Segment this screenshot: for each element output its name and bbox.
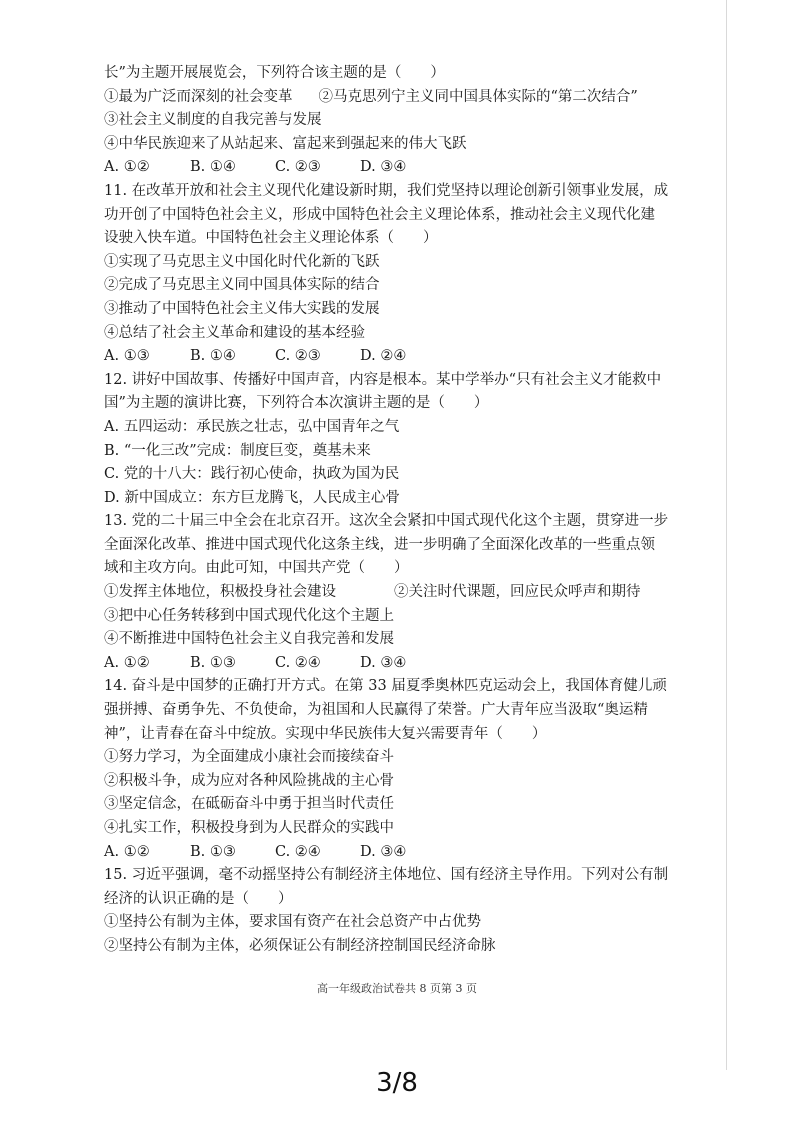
- statement-row: [104, 581, 664, 605]
- question-stem-line: 14. 奋斗是中国梦的正确打开方式。在第 33 届夏季奥林匹克运动会上，我国体育健儿顽: [104, 678, 667, 695]
- question-stem-line: 功开创了中国特色社会主义，形成中国特色社会主义理论体系，推动社会主义现代化建: [104, 206, 655, 223]
- question-stem-line: 全面深化改革、推进中国式现代化这条主线，进一步明确了全面深化改革的一些重点领: [104, 536, 655, 553]
- question-15: [104, 864, 669, 958]
- question-13: [104, 510, 669, 675]
- choice-a[interactable]: A. 五四运动：承民族之壮志，弘中国青年之气: [104, 418, 400, 435]
- statement-1: ①发挥主体地位，积极投身社会建设: [104, 584, 336, 601]
- option-a[interactable]: A. ①②: [104, 159, 150, 176]
- statement-3: ③社会主义制度的自我完善与发展: [104, 112, 322, 129]
- option-b[interactable]: B. ①③: [190, 654, 236, 671]
- page-footer: 高一年级政治试卷共 8 页第 3 页: [317, 982, 477, 995]
- statement-1: ①努力学习，为全面建成小康社会而接续奋斗: [104, 749, 394, 766]
- question-10: [104, 62, 664, 180]
- statement-1: ①实现了马克思主义中国化时代化新的飞跃: [104, 253, 380, 270]
- answer-options: [104, 156, 664, 180]
- statement-2: ②积极斗争，成为应对各种风险挑战的主心骨: [104, 772, 394, 789]
- answer-options: [104, 345, 664, 369]
- answer-options: [104, 652, 664, 676]
- option-c[interactable]: C. ②④: [275, 843, 321, 860]
- statement-2: ②坚持公有制为主体，必须保证公有制经济控制国民经济命脉: [104, 937, 496, 954]
- question-14: [104, 675, 667, 864]
- statement-4: ④扎实工作，积极投身到为人民群众的实践中: [104, 820, 394, 836]
- option-c[interactable]: C. ②③: [275, 159, 321, 176]
- question-stem: 长”为主题开展展览会，下列符合该主题的是（ ）: [104, 65, 445, 81]
- statement-4: ④不断推进中国特色社会主义自我完善和发展: [104, 631, 394, 648]
- question-stem-line: 强拼搏、奋勇争先、不负使命，为祖国和人民赢得了荣誉。广大青年应当汲取“奥运精: [104, 702, 648, 719]
- statement-2: ②完成了马克思主义同中国具体实际的结合: [104, 277, 380, 294]
- page-edge: [726, 0, 727, 1070]
- question-12: [104, 369, 664, 511]
- choice-c[interactable]: C. 党的十八大：践行初心使命，执政为国为民: [104, 466, 400, 483]
- option-b[interactable]: B. ①④: [190, 159, 236, 176]
- statement-4: ④总结了社会主义革命和建设的基本经验: [104, 324, 365, 341]
- question-sheet: [104, 62, 669, 959]
- option-d[interactable]: D. ③④: [360, 159, 407, 176]
- option-c[interactable]: C. ②③: [275, 348, 321, 365]
- statement-2: ②马克思列宁主义同中国具体实际的“第二次结合”: [318, 88, 638, 105]
- question-11: [104, 180, 669, 369]
- statement-1: ①最为广泛而深刻的社会变革: [104, 88, 293, 105]
- question-stem-line: 15. 习近平强调，毫不动摇坚持公有制经济主体地位、国有经济主导作用。下列对公有制: [104, 867, 669, 884]
- statement-3: ③把中心任务转移到中国式现代化这个主题上: [104, 607, 394, 624]
- option-c[interactable]: C. ②④: [275, 654, 321, 671]
- answer-options: [104, 841, 664, 865]
- question-stem-line: 13. 党的二十届三中全会在北京召开。这次全会紧扣中国式现代化这个主题，贯穿进一步: [104, 513, 669, 530]
- option-b[interactable]: B. ①③: [190, 843, 236, 860]
- option-b[interactable]: B. ①④: [190, 348, 236, 365]
- question-stem-line: 12. 讲好中国故事、传播好中国声音，内容是根本。某中学举办“只有社会主义才能救中: [104, 371, 662, 388]
- statement-4: ④中华民族迎来了从站起来、富起来到强起来的伟大飞跃: [104, 135, 467, 152]
- option-d[interactable]: D. ③④: [360, 654, 407, 671]
- statement-1: ①坚持公有制为主体，要求国有资产在社会总资产中占优势: [104, 914, 481, 931]
- option-a[interactable]: A. ①③: [104, 348, 150, 365]
- option-a[interactable]: A. ①②: [104, 843, 150, 860]
- statement-3: ③推动了中国特色社会主义伟大实践的发展: [104, 300, 380, 317]
- statement-2: ②关注时代课题，回应民众呼声和期待: [394, 584, 641, 601]
- choice-b[interactable]: B. “一化三改”完成：制度巨变，奠基未来: [104, 442, 371, 459]
- question-stem-line: 国”为主题的演讲比赛，下列符合本次演讲主题的是（ ）: [104, 395, 489, 412]
- statement-item: [104, 86, 664, 110]
- question-stem-line: 11. 在改革开放和社会主义现代化建设新时期，我们党坚持以理论创新引领事业发展，成: [104, 182, 669, 199]
- question-stem-line: 经济的认识正确的是（ ）: [104, 890, 293, 907]
- choice-d[interactable]: D. 新中国成立：东方巨龙腾飞，人民成主心骨: [104, 489, 400, 506]
- option-d[interactable]: D. ③④: [360, 843, 407, 860]
- option-d[interactable]: D. ②④: [360, 348, 407, 365]
- page-indicator: 3/8: [376, 1068, 418, 1098]
- option-a[interactable]: A. ①②: [104, 654, 150, 671]
- question-stem-line: 神”，让青春在奋斗中绽放。实现中华民族伟大复兴需要青年（ ）: [104, 725, 547, 742]
- question-stem-line: 域和主攻方向。由此可知，中国共产党（ ）: [104, 560, 409, 577]
- question-stem-line: 设驶入快车道。中国特色社会主义理论体系（ ）: [104, 230, 438, 247]
- statement-3: ③坚定信念，在砥砺奋斗中勇于担当时代责任: [104, 796, 394, 813]
